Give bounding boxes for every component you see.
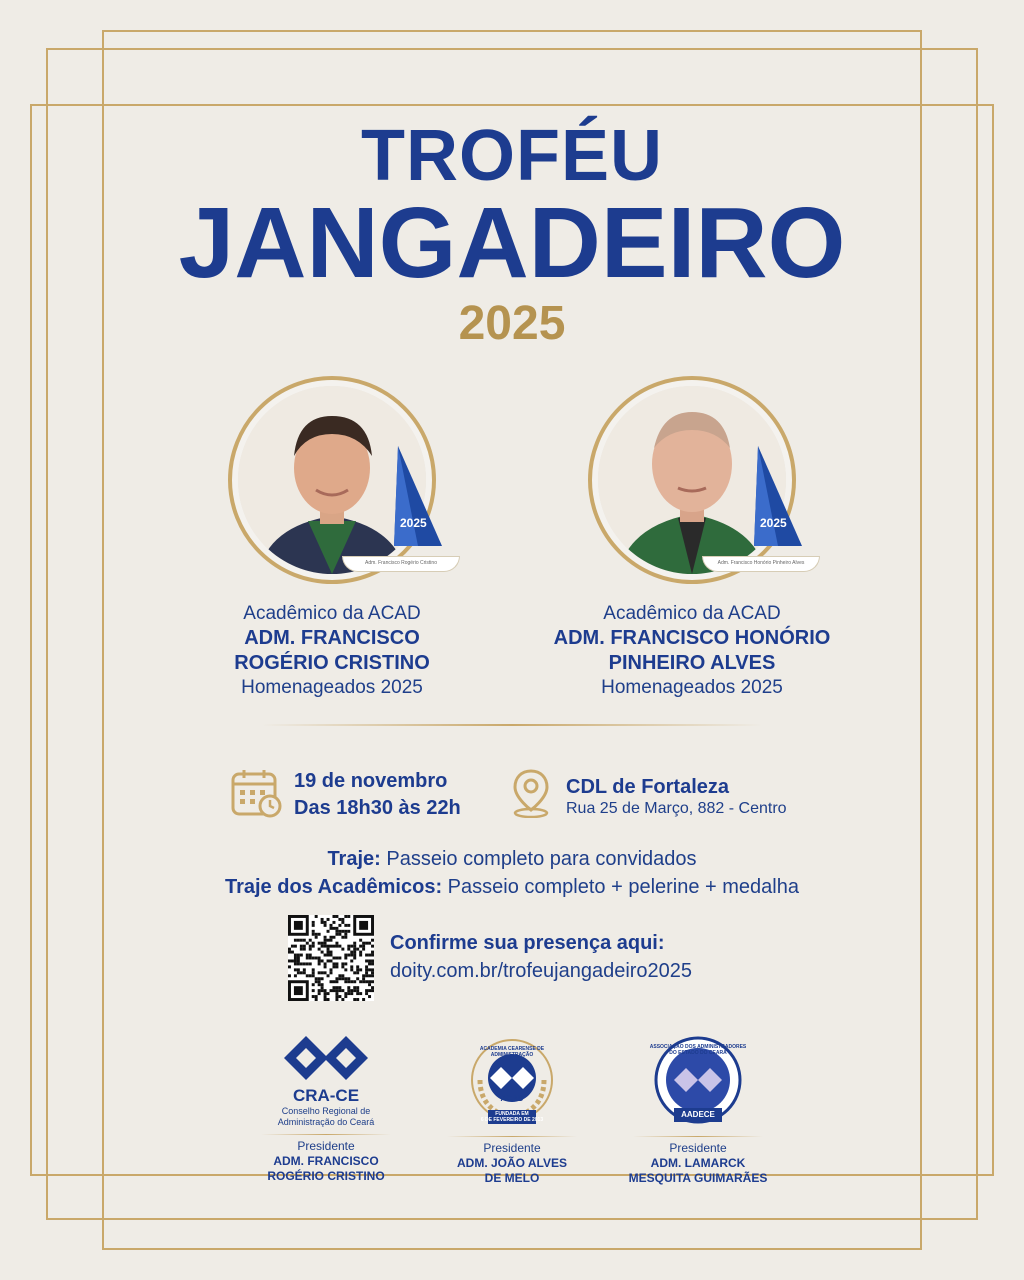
acad-founded-line1: FUNDADA EM (495, 1111, 529, 1117)
event-time: Das 18h30 às 22h (294, 797, 461, 819)
calendar-clock-icon (230, 768, 282, 818)
dress-code-value: Passeio completo + pelerine + medalha (442, 876, 799, 898)
trophy-caption: Adm. Francisco Honório Pinheiro Alves (702, 556, 820, 572)
honoree-role: Acadêmico da ACAD (603, 603, 781, 624)
logo-role: Presidente (297, 1139, 355, 1153)
honoree-name-line2: ROGÉRIO CRISTINO (234, 652, 430, 674)
venue-address: Rua 25 de Março, 882 - Centro (566, 800, 787, 817)
logo-role: Presidente (483, 1141, 541, 1155)
dress-code-value: Passeio completo para convidados (380, 848, 697, 870)
logo-separator (447, 1136, 577, 1137)
honoree-tag: Homenageados 2025 (601, 677, 783, 698)
logo-name: ACAD (500, 1094, 524, 1103)
trophy-sail-icon (392, 446, 448, 556)
rsvp-qr-code[interactable] (288, 915, 374, 1001)
logo-person-line1: ADM. FRANCISCO (273, 1154, 379, 1168)
honoree-card (152, 376, 512, 700)
logo-person-line2: DE MELO (484, 1171, 540, 1185)
logo-role: Presidente (669, 1141, 727, 1155)
aadece-seal (648, 1034, 748, 1130)
logo-block-aadece (578, 1034, 818, 1186)
logo-subtitle-line1: Conselho Regional de (281, 1106, 371, 1116)
logo-person-line1: ADM. JOÃO ALVES (456, 1156, 567, 1170)
cra-ce-logo-icon (284, 1036, 368, 1080)
logo-separator (633, 1136, 763, 1137)
honoree-name-line2: PINHEIRO ALVES (608, 652, 776, 674)
dress-code-academics (0, 873, 1024, 901)
honoree-role: Acadêmico da ACAD (243, 603, 421, 624)
section-divider (262, 724, 762, 726)
rsvp-link[interactable]: doity.com.br/trofeujangadeiro2025 (390, 960, 693, 982)
acad-ring-text: ACADEMIA CEARENSE DE ADMINISTRAÇÃO (479, 1046, 545, 1058)
dress-code-guests (0, 845, 1024, 873)
logo-person-line2: MESQUITA GUIMARÃES (628, 1171, 768, 1185)
event-year: 2025 (458, 297, 566, 350)
title-line2: JANGADEIRO (178, 187, 846, 299)
logo-separator (261, 1134, 391, 1135)
qr-code-icon (288, 915, 374, 1001)
trophy-year: 2025 (760, 516, 787, 530)
honoree-photo (588, 376, 805, 584)
dress-code-label: Traje: (327, 848, 381, 870)
rsvp-title: Confirme sua presença aqui: (390, 932, 665, 954)
logo-subtitle-line2: Administração do Ceará (277, 1117, 375, 1127)
honoree-name-line1: ADM. FRANCISCO HONÓRIO (553, 627, 831, 649)
trophy-caption: Adm. Francisco Rogério Cristino (342, 556, 460, 572)
venue-name: CDL de Fortaleza (566, 776, 729, 798)
map-pin-icon (510, 768, 552, 818)
logo-person-line1: ADM. LAMARCK (650, 1156, 746, 1170)
trophy-sail-icon (752, 446, 808, 556)
logo-person-line2: ROGÉRIO CRISTINO (267, 1169, 385, 1183)
honoree-card (512, 376, 872, 700)
honoree-photo (228, 376, 436, 584)
logo-name: CRA-CE (292, 1086, 360, 1105)
aadece-ring-text: ASSOCIAÇÃO DOS ADMINISTRADORES DO ESTADO DO CEARÁ (649, 1044, 747, 1056)
trophy-year: 2025 (400, 516, 427, 530)
title-line1: TROFÉU (361, 116, 663, 196)
acad-founded-line2: 6 DE FEVEREIRO DE 2013 (480, 1117, 544, 1123)
dress-code-label: Traje dos Acadêmicos: (224, 876, 443, 898)
logo-name: AADECE (681, 1110, 715, 1119)
honoree-name-line1: ADM. FRANCISCO (244, 627, 420, 649)
honoree-tag: Homenageados 2025 (241, 677, 423, 698)
acad-seal (462, 1034, 562, 1130)
event-date: 19 de novembro (294, 770, 448, 792)
